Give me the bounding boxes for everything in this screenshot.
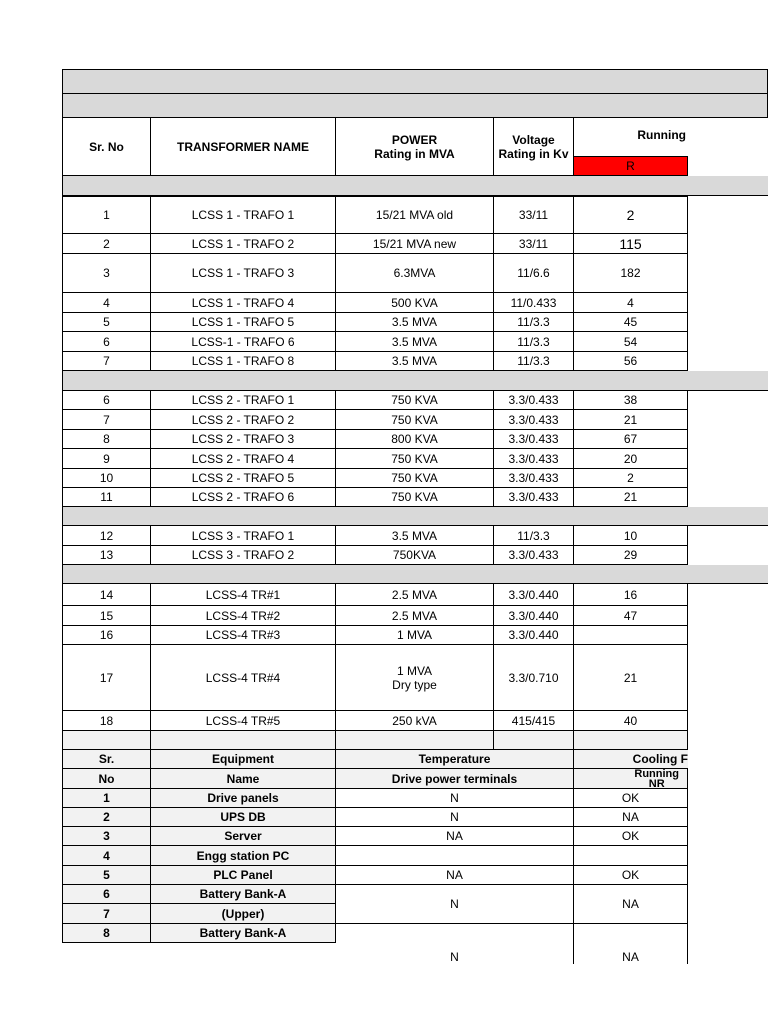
cell-sr: 18 xyxy=(62,711,151,731)
cell-running: 21 xyxy=(574,488,688,507)
cell-cooling: NA xyxy=(574,885,688,924)
cell-running: 182 xyxy=(574,254,688,293)
cell-sr: 6 xyxy=(62,332,151,352)
cell-running: 67 xyxy=(574,430,688,449)
cell-power: 3.5 MVA xyxy=(336,526,494,546)
cell-running: 20 xyxy=(574,449,688,469)
cell-name: LCSS 3 - TRAFO 1 xyxy=(151,526,336,546)
cell-no: 5 xyxy=(62,866,151,885)
cell-name: LCSS 2 - TRAFO 6 xyxy=(151,488,336,507)
cell-sr: 7 xyxy=(62,410,151,430)
cell-sr: 15 xyxy=(62,606,151,626)
cell-name: LCSS 1 - TRAFO 2 xyxy=(151,234,336,254)
cell-cooling: NA xyxy=(574,924,688,964)
cell-voltage: 3.3/0.710 xyxy=(494,645,574,711)
cell-voltage: 11/6.6 xyxy=(494,254,574,293)
cell-name: LCSS-4 TR#3 xyxy=(151,626,336,645)
cell-sr: 17 xyxy=(62,645,151,711)
cell-cooling xyxy=(574,846,688,866)
cell-power: 750 KVA xyxy=(336,410,494,430)
cell-running: 10 xyxy=(574,526,688,546)
cell-running: 115 xyxy=(574,234,688,254)
cell-name: Battery Bank-A xyxy=(151,885,336,904)
cell-power: 500 KVA xyxy=(336,293,494,313)
cell-name: LCSS 1 - TRAFO 8 xyxy=(151,352,336,371)
title-row-1 xyxy=(62,69,768,94)
cell-temp: N xyxy=(336,885,574,924)
cell-running: 54 xyxy=(574,332,688,352)
cell-name: LCSS 2 - TRAFO 5 xyxy=(151,469,336,488)
cell-voltage: 33/11 xyxy=(494,196,574,234)
cell-power: 750 KVA xyxy=(336,469,494,488)
cell-sr: 6 xyxy=(62,391,151,410)
cell-power: 750 KVA xyxy=(336,391,494,410)
cell-voltage: 11/0.433 xyxy=(494,293,574,313)
cell-sr: 11 xyxy=(62,488,151,507)
cell-sr: 16 xyxy=(62,626,151,645)
cell-temp: N xyxy=(336,924,574,964)
cell-power: 3.5 MVA xyxy=(336,332,494,352)
cell-power: 2.5 MVA xyxy=(336,584,494,606)
header-power-rating: POWER Rating in MVA xyxy=(336,118,494,176)
equip-header-temperature: Temperature xyxy=(336,750,574,769)
cell-name: PLC Panel xyxy=(151,866,336,885)
cell-running: 2 xyxy=(574,469,688,488)
cell-no: 8 xyxy=(62,924,151,943)
cell-sr: 2 xyxy=(62,234,151,254)
cell-name: Battery Bank-A xyxy=(151,924,336,943)
cell-sr: 5 xyxy=(62,313,151,332)
cell-name: LCSS-1 - TRAFO 6 xyxy=(151,332,336,352)
cell-voltage: 11/3.3 xyxy=(494,332,574,352)
blank-cell xyxy=(574,731,688,750)
cell-power: 750 KVA xyxy=(336,488,494,507)
cell-cooling: OK xyxy=(574,789,688,808)
cell-temp: N xyxy=(336,808,574,827)
cell-name: (Upper) xyxy=(151,904,336,924)
cell-power: 15/21 MVA new xyxy=(336,234,494,254)
cell-power: 750 KVA xyxy=(336,449,494,469)
cell-running: 16 xyxy=(574,584,688,606)
cell-sr: 10 xyxy=(62,469,151,488)
cell-name: LCSS-4 TR#4 xyxy=(151,645,336,711)
cell-voltage: 3.3/0.440 xyxy=(494,626,574,645)
cell-power: 1 MVA xyxy=(336,626,494,645)
cell-name: LCSS 2 - TRAFO 4 xyxy=(151,449,336,469)
cell-power: 6.3MVA xyxy=(336,254,494,293)
cell-name: Engg station PC xyxy=(151,846,336,866)
cell-voltage: 3.3/0.433 xyxy=(494,391,574,410)
cell-name: LCSS 2 - TRAFO 1 xyxy=(151,391,336,410)
cell-running xyxy=(574,626,688,645)
cell-power: 750KVA xyxy=(336,546,494,565)
cell-power: 250 kVA xyxy=(336,711,494,731)
cell-running: 29 xyxy=(574,546,688,565)
cell-name: LCSS-4 TR#1 xyxy=(151,584,336,606)
cell-name: LCSS 2 - TRAFO 3 xyxy=(151,430,336,449)
blank-cell xyxy=(494,731,574,750)
cell-name: LCSS 3 - TRAFO 2 xyxy=(151,546,336,565)
header-running-r: R xyxy=(574,156,688,176)
equip-header-cooling: Cooling F xyxy=(574,750,688,769)
cell-temp: NA xyxy=(336,827,574,846)
cell-running: 56 xyxy=(574,352,688,371)
cell-voltage: 3.3/0.433 xyxy=(494,449,574,469)
cell-running: 21 xyxy=(574,410,688,430)
cell-cooling: OK xyxy=(574,866,688,885)
cell-power: 3.5 MVA xyxy=(336,352,494,371)
cell-running: 40 xyxy=(574,711,688,731)
title-row-2 xyxy=(62,94,768,118)
cell-voltage: 3.3/0.433 xyxy=(494,488,574,507)
section-separator-3 xyxy=(62,507,768,526)
header-srno: Sr. No xyxy=(62,118,151,176)
cell-no: 6 xyxy=(62,885,151,904)
header-transformer-name: TRANSFORMER NAME xyxy=(151,118,336,176)
cell-name: LCSS 1 - TRAFO 5 xyxy=(151,313,336,332)
cell-sr: 8 xyxy=(62,430,151,449)
cell-voltage: 3.3/0.440 xyxy=(494,606,574,626)
spreadsheet-table xyxy=(62,69,768,964)
cell-running: 47 xyxy=(574,606,688,626)
section-separator-4 xyxy=(62,565,768,584)
equip-header-no: No xyxy=(62,769,151,789)
equip-header-name: Name xyxy=(151,769,336,789)
equip-header-sr: Sr. xyxy=(62,750,151,769)
cell-no: 7 xyxy=(62,904,151,924)
equip-header-equipment: Equipment xyxy=(151,750,336,769)
blank-cell xyxy=(336,731,494,750)
cell-name: LCSS 1 - TRAFO 3 xyxy=(151,254,336,293)
cell-name: LCSS 1 - TRAFO 4 xyxy=(151,293,336,313)
cell-name: LCSS-4 TR#5 xyxy=(151,711,336,731)
cell-sr: 1 xyxy=(62,196,151,234)
cell-voltage: 11/3.3 xyxy=(494,526,574,546)
cell-temp: NA xyxy=(336,866,574,885)
cell-sr: 7 xyxy=(62,352,151,371)
section-separator-1 xyxy=(62,176,768,196)
cell-name: LCSS-4 TR#2 xyxy=(151,606,336,626)
section-separator-2 xyxy=(62,371,768,391)
cell-running: 4 xyxy=(574,293,688,313)
cell-sr: 14 xyxy=(62,584,151,606)
cell-power: 3.5 MVA xyxy=(336,313,494,332)
cell-voltage: 415/415 xyxy=(494,711,574,731)
cell-voltage: 3.3/0.433 xyxy=(494,469,574,488)
blank-cell xyxy=(151,731,336,750)
cell-no: 1 xyxy=(62,789,151,808)
cell-voltage: 11/3.3 xyxy=(494,352,574,371)
header-voltage-rating: Voltage Rating in Kv xyxy=(494,118,574,176)
cell-power: 2.5 MVA xyxy=(336,606,494,626)
cell-voltage: 11/3.3 xyxy=(494,313,574,332)
cell-power: 15/21 MVA old xyxy=(336,196,494,234)
cell-sr: 9 xyxy=(62,449,151,469)
cell-name: LCSS 1 - TRAFO 1 xyxy=(151,196,336,234)
cell-no: 3 xyxy=(62,827,151,846)
blank-cell xyxy=(62,731,151,750)
equip-header-drive-power: Drive power terminals xyxy=(336,769,574,789)
cell-no: 4 xyxy=(62,846,151,866)
cell-running: 45 xyxy=(574,313,688,332)
cell-voltage: 33/11 xyxy=(494,234,574,254)
cell-cooling: NA xyxy=(574,808,688,827)
cell-name: UPS DB xyxy=(151,808,336,827)
equip-header-running-nr: Running NR xyxy=(574,769,688,789)
cell-sr: 13 xyxy=(62,546,151,565)
cell-temp: N xyxy=(336,789,574,808)
cell-running: 2 xyxy=(574,196,688,234)
cell-sr: 4 xyxy=(62,293,151,313)
cell-sr: 12 xyxy=(62,526,151,546)
cell-name: LCSS 2 - TRAFO 2 xyxy=(151,410,336,430)
cell-voltage: 3.3/0.433 xyxy=(494,430,574,449)
cell-no: 2 xyxy=(62,808,151,827)
cell-running: 38 xyxy=(574,391,688,410)
cell-name: Server xyxy=(151,827,336,846)
cell-running: 21 xyxy=(574,645,688,711)
cell-voltage: 3.3/0.433 xyxy=(494,546,574,565)
cell-sr: 3 xyxy=(62,254,151,293)
cell-voltage: 3.3/0.433 xyxy=(494,410,574,430)
header-running: Running xyxy=(637,128,686,142)
cell-name: Drive panels xyxy=(151,789,336,808)
cell-power: 800 KVA xyxy=(336,430,494,449)
cell-temp xyxy=(336,846,574,866)
cell-voltage: 3.3/0.440 xyxy=(494,584,574,606)
cell-power: 1 MVA Dry type xyxy=(336,645,494,711)
cell-cooling: OK xyxy=(574,827,688,846)
